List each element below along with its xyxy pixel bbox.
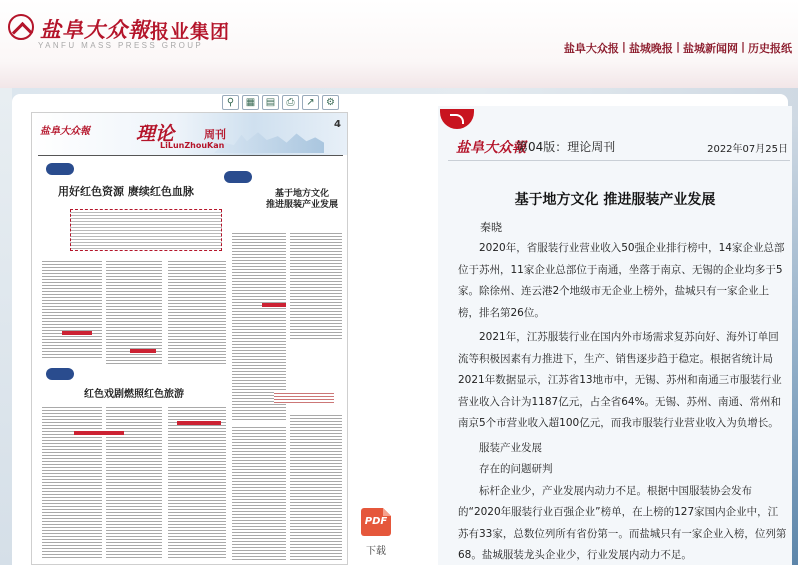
page-icon[interactable]: ▤ [262, 95, 279, 110]
text-column[interactable] [42, 405, 102, 560]
page-brand: 盐阜大众報 [40, 126, 90, 137]
left-decoration [0, 88, 12, 565]
subheading-marker [177, 421, 221, 425]
column-badge [46, 368, 74, 380]
page-section-pinyin: LiLunZhouKan [160, 141, 225, 150]
article-body [458, 238, 788, 565]
page-toolbar [222, 95, 339, 110]
text-column[interactable] [106, 405, 162, 560]
article-brand: 盐阜大众報 [456, 140, 526, 156]
text-column[interactable] [168, 405, 226, 560]
top-nav [564, 40, 792, 56]
article-divider [448, 160, 790, 161]
pdf-download-label[interactable]: 下载 [366, 546, 386, 557]
nav-history-papers[interactable]: 历史报纸 [748, 42, 792, 55]
subheading-marker [62, 331, 92, 335]
layout-icon[interactable]: ▦ [242, 95, 259, 110]
logo-group-name[interactable]: 报业集团 [150, 21, 231, 43]
nav-separator: | [621, 40, 626, 53]
article-headline-1[interactable]: 用好红色资源 赓续红色血脉 [58, 185, 194, 198]
zoom-icon[interactable]: ⚲ [222, 95, 239, 110]
group-logo-icon[interactable] [8, 14, 34, 40]
subheading-marker [262, 303, 286, 307]
article-abstract-box [70, 209, 222, 251]
page-masthead [32, 113, 348, 155]
nav-separator: | [675, 40, 680, 53]
page-number: 4 [334, 119, 341, 130]
article-author: 秦晓 [480, 221, 502, 234]
text-column[interactable] [290, 231, 342, 341]
ad-block [274, 391, 334, 403]
nav-yanfu-daily[interactable]: 盐阜大众报 [563, 42, 619, 55]
settings-icon[interactable]: ⚙ [322, 95, 339, 110]
article-edition: 第04版：理论周刊 [516, 140, 616, 154]
logo-newspaper-name[interactable]: 盐阜大众報 [40, 17, 150, 42]
article-subheading: 存在的问题研判 [479, 463, 553, 475]
article-title: 基于地方文化 推进服装产业发展 [514, 192, 716, 208]
share-icon[interactable]: ↗ [302, 95, 319, 110]
text-column[interactable] [232, 425, 286, 560]
nav-yancheng-news[interactable]: 盐城新闻网 [682, 42, 738, 55]
page-rule [38, 155, 343, 156]
page-section-weekly: 周刊 [204, 128, 226, 141]
page-section-title: 理论 [136, 123, 175, 145]
article-subheading: 服装产业发展 [479, 441, 542, 454]
article-paragraph: 2021年，江苏服装行业在国内外市场需求复苏向好、海外订单回流等积极因素有力推进下，生产、销售逐步趋于稳定。根据省统计局2021年数据显示，江苏省13地市中，无锡、苏州和南通三市服装行业营业收入合计为1187亿元，占全省64%。无锡、苏州、南通、常州和南京5个市营业收入超100亿元，而我市服装行业营业收入为负增长。 [458, 331, 782, 429]
subheading-marker [74, 431, 124, 435]
subheading-marker [130, 349, 156, 353]
article-date: 2022年07月25日 [707, 144, 788, 155]
text-column[interactable] [290, 413, 342, 560]
pdf-download-icon[interactable]: PDF [361, 508, 391, 536]
article-paragraph: 2020年，省服装行业营业收入50强企业排行榜中，14家企业总部位于苏州，11家企业总部位于南通，坐落于南京、无锡的企业均多于5家。除徐州、连云港2个地级市无企业上榜外，盐城只有一家企业上榜，排名第26位。 [458, 242, 785, 319]
newspaper-page-image[interactable] [31, 112, 348, 565]
print-icon[interactable]: ⎙ [282, 95, 299, 110]
article-headline-3[interactable]: 红色戏剧燃照红色旅游 [84, 389, 184, 400]
skyline-graphic [214, 127, 324, 153]
column-badge [46, 163, 74, 175]
text-column[interactable] [168, 259, 226, 364]
logo-english-name: YANFU MASS PRESS GROUP [38, 41, 204, 50]
site-header [0, 0, 798, 88]
text-column[interactable] [42, 259, 102, 359]
article-paragraph: 标杆企业少，产业发展内动力不足。根据中国服装协会发布的“2020年服装行业百强企业”榜单，在上榜的127家国内企业中，江苏有33家，总数位列所有省份第一。而盐城只有一家企业入榜，位列第68。盐城服装龙头企业少，行业发展内动力不足。 [458, 484, 787, 561]
column-badge [224, 171, 252, 183]
article-headline-2[interactable]: 基于地方文化 推进服装产业发展 [265, 189, 338, 210]
nav-separator: | [740, 40, 745, 53]
nav-yancheng-evening[interactable]: 盐城晚报 [628, 42, 673, 55]
